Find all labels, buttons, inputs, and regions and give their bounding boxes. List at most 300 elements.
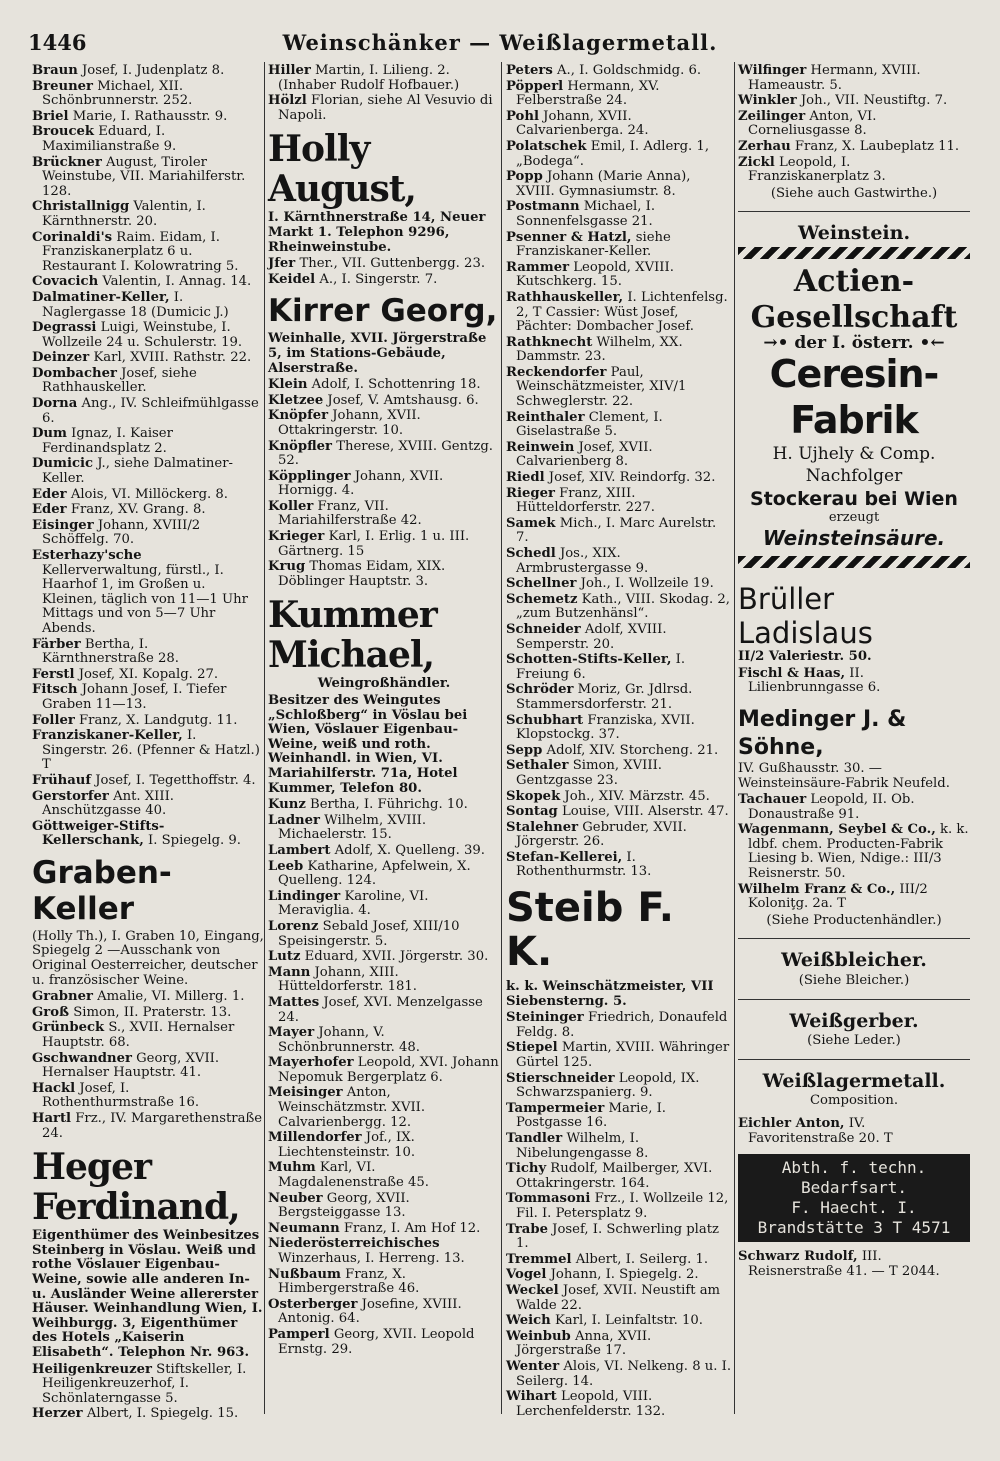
list-item (32, 1082, 264, 1111)
list-item (506, 851, 732, 880)
entry-text: Thomas Eidam, XIX. Döblinger Hauptstr. 3. (278, 559, 446, 589)
entry-name: Stiepel (506, 1040, 558, 1056)
section-divider (738, 999, 970, 1000)
entry-text: Leopold, I. Franziskanerplatz 3. (748, 154, 886, 185)
actien-firm: H. Ujhely & Comp. Nachfolger (772, 443, 936, 486)
list-item (32, 321, 264, 350)
entry-text: Therese, XVIII. Gentzg. 52. (278, 438, 493, 469)
entry-text: Martin, XVIII. Währinger Gürtel 125. (516, 1040, 730, 1071)
list-item (268, 64, 500, 93)
actien-erzeugt: erzeugt (828, 509, 880, 525)
list-item (32, 683, 264, 712)
section-heading-weissgerber: Weißgerber. (789, 1009, 919, 1032)
list-item (268, 273, 500, 288)
entry-name: Reinwein (506, 439, 575, 455)
entry-text: Franz, VII. Mariahilferstraße 42. (278, 498, 422, 529)
entry-name: Stefan-Kellerei, (506, 849, 623, 865)
entry-name: Wenter (506, 1358, 560, 1374)
entry-name: Krieger (268, 529, 325, 545)
entry-name: Groß (32, 1004, 70, 1020)
entry-name: Deinzer (32, 350, 90, 366)
list-item (506, 547, 732, 576)
list-item (506, 336, 732, 365)
list-item (268, 996, 500, 1025)
list-item (32, 1021, 264, 1050)
list-item (506, 140, 732, 169)
entry-name: Mattes (268, 994, 320, 1010)
entry-text: Josef, I. Tegetthoffstr. 4. (91, 772, 256, 788)
list-item (32, 275, 264, 290)
entry-name: Färber (32, 636, 81, 652)
entry-name: Keidel (268, 271, 316, 287)
list-item (506, 623, 732, 652)
entry-text: Albert, I. Spiegelg. 15. (82, 1406, 239, 1422)
entry-text: Frz., IV. Margarethenstraße 24. (42, 1111, 263, 1141)
list-item (32, 549, 264, 637)
entry-text: I. Spiegelg. 9. (143, 833, 241, 849)
list-item (738, 883, 970, 912)
holly-title: Holly August, (268, 128, 416, 211)
entry-name: Schemetz (506, 591, 578, 607)
entry-text: IV. Favoritenstraße 20. T (748, 1116, 893, 1146)
list-item (738, 94, 970, 109)
entry-text: Karl, VI. Magdalenenstraße 45. (278, 1160, 429, 1191)
list-item (268, 966, 500, 995)
medinger-title: Medinger J. & Söhne, (738, 706, 907, 760)
entry-name: Weich (506, 1313, 551, 1329)
list-item (32, 397, 264, 426)
section-divider (738, 938, 970, 939)
entry-text: Wilhelm, XX. Dammstr. 23. (516, 334, 683, 365)
list-item (506, 261, 732, 290)
entry-text: Franz, X. Laubeplatz 11. (790, 138, 960, 154)
entry-name: Leeb (268, 858, 304, 874)
list-item (738, 1117, 970, 1146)
entry-text: Louise, VIII. Alserstr. 47. (557, 804, 729, 820)
holly-text: I. Kärnthnerstraße 14, Neuer Markt 1. Telephon 9296, Rheinweinstube. (268, 210, 486, 255)
entry-text: Johann, XIII. Hütteldorferstr. 181. (278, 964, 417, 995)
list-item (32, 638, 264, 667)
list-item (268, 814, 500, 843)
entry-text: Bertha, I. Führichg. 10. (305, 797, 468, 813)
entry-text: Josef, XI. Kopalg. 27. (74, 666, 219, 682)
entry-text: Johann, XVII. Ottakringerstr. 10. (278, 408, 421, 438)
entry-text: Leopold, XVIII. Kutschkerg. 15. (516, 259, 674, 290)
list-item (268, 394, 500, 409)
entry-text: Ang., IV. Schleifmühlgasse 6. (42, 396, 259, 426)
entry-name: Stalehner (506, 819, 579, 835)
entry-name: Esterhazy'sche (32, 548, 142, 563)
entry-name: Weinbub (506, 1328, 571, 1344)
entry-name: Gerstorfer (32, 788, 109, 804)
list-item (506, 1390, 732, 1419)
list-item (32, 156, 264, 200)
entry-name: Millendorfer (268, 1130, 362, 1146)
entry-text: Moriz, Gr. Jdlrsd. Stammersdorferstr. 21. (516, 682, 693, 712)
list-item (268, 378, 500, 393)
list-item (268, 1298, 500, 1327)
heger-title: Heger Ferdinand, (32, 1146, 240, 1229)
see-also-note: (Siehe Bleicher.) (798, 973, 910, 989)
entry-text: Valentin, I. Annag. 14. (98, 274, 252, 290)
advertisement-box (738, 1154, 970, 1242)
entry-name: Schellner (506, 576, 577, 592)
entry-name: Schneider (506, 621, 581, 637)
entry-text: Marie, I. Postgasse 16. (516, 1100, 666, 1131)
entry-text: Johann, I. Spiegelg. 2. (546, 1267, 699, 1283)
list-item (738, 667, 970, 696)
list-item (506, 1162, 732, 1191)
list-item (268, 1086, 500, 1130)
section-divider (738, 211, 970, 212)
entry-name: Zickl (738, 154, 775, 170)
column-divider (734, 62, 735, 1414)
entry-text: Josef, XVII. Neustift am Walde 22. (516, 1282, 721, 1313)
entry-text: Albert, I. Seilerg. 1. (571, 1251, 709, 1267)
list-item (268, 1161, 500, 1190)
entry-text: Ignaz, I. Kaiser Ferdinandsplatz 2. (42, 426, 173, 456)
actien-der: →• der I. österr. •← (763, 332, 945, 353)
entry-name: Postmann (506, 199, 580, 215)
list-item (506, 110, 732, 139)
kummer-title: Kummer Michael, (268, 594, 437, 677)
entry-name: Wagenmann, Seybel & Co., (738, 822, 936, 838)
entry-name: Pöpperl (506, 78, 564, 94)
entry-name: Degrassi (32, 320, 97, 336)
list-item (506, 1268, 732, 1283)
entry-text: k. k. ldbf. chem. Producten-Fabrik Liesing b. Wien, Ndige.: III/3 Reisnerstr. 50. (748, 822, 969, 882)
entry-text: Georg, XVII. Bergsteiggasse 13. (278, 1190, 410, 1221)
entry-name: Sepp (506, 742, 543, 758)
heger-text: Eigenthümer des Weinbesitzes Steinberg in Vöslau. Weiß und rothe Vöslauer Eigenbau-Weine, sowie alle anderen In- u. Ausländer Weine allererster Häuser. Weinhandlung Wien, I. Weihburgg. 3, Eigenthümer des Hotels „Kaiserin Elisabeth“. Telephon Nr. 963. (32, 1228, 263, 1360)
entry-name: Winkler (738, 93, 797, 109)
entry-name: Mayer (268, 1025, 315, 1041)
entry-text: Johann, XVIII/2 Schöffelg. 70. (42, 517, 201, 548)
entry-name: Krug (268, 559, 306, 575)
entry-name: Reckendorfer (506, 364, 607, 380)
entry-name: Osterberger (268, 1296, 358, 1312)
entry-text: Leopold, II. Ob. Donaustraße 91. (748, 792, 915, 822)
list-item (506, 64, 732, 79)
entry-text: Jos., XIX. Armbrustergasse 9. (516, 546, 649, 576)
list-item (506, 366, 732, 410)
list-item (32, 990, 264, 1005)
list-item (268, 1056, 500, 1085)
entry-name: Mayerhofer (268, 1055, 354, 1071)
list-item (268, 890, 500, 919)
entry-text: siehe Franziskaner-Keller. (516, 229, 671, 260)
entry-name: Dumicic (32, 456, 94, 472)
list-item (506, 593, 732, 622)
entry-text: Katharine, Apfelwein, X. Quelleng. 124. (278, 858, 471, 889)
entry-text: Simon, II. Praterstr. 13. (69, 1004, 232, 1020)
entry-text: Luigi, Weinstube, I. Wollzeile 24 u. Schulerstr. 19. (42, 320, 243, 350)
list-item (506, 653, 732, 682)
entry-text: Rudolf, Mailberger, XVI. Ottakringerstr. 164. (516, 1161, 713, 1191)
entry-text: Johann, XVII. Hornigg. 4. (278, 468, 444, 499)
entry-name: Jfer (268, 256, 296, 272)
entry-name: Fischl & Haas, (738, 665, 846, 681)
list-item (32, 1006, 264, 1021)
entry-name: Popp (506, 169, 543, 185)
list-item (506, 1253, 732, 1268)
entry-name: Tremmel (506, 1251, 572, 1267)
actien-title: Actien-Gesellschaft (750, 263, 958, 335)
list-item (506, 1132, 732, 1161)
entry-name: Hartl (32, 1111, 72, 1126)
entry-text: S., XVII. Hernalser Hauptstr. 68. (42, 1020, 235, 1051)
list-item (268, 94, 500, 123)
entry-text: Florian, siehe Al Vesuvio di Napoli. (278, 93, 493, 123)
list-item (32, 351, 264, 366)
entry-name: Franziskaner-Keller, (32, 728, 183, 744)
entry-name: Breuner (32, 78, 93, 94)
list-item (506, 790, 732, 805)
entry-text: Josef, siehe Rathhauskeller. (42, 365, 197, 396)
entry-name: Skopek (506, 788, 561, 804)
entry-name: Schubhart (506, 712, 584, 728)
entry-text: Franziska, XVII. Klopstockg. 37. (516, 712, 695, 743)
entry-text: I. Lichtenfelsg. 2, T Cassier: Wüst Josef, Pächter: Dombacher Josef. (516, 289, 728, 335)
entry-name: Grünbeck (32, 1020, 105, 1036)
entry-name: Lorenz (268, 918, 319, 934)
entry-text: Emil, I. Adlerg. 1, „Bodega“. (516, 138, 710, 169)
list-item (268, 560, 500, 589)
bruller-address: II/2 Valeriestr. 50. (738, 649, 872, 665)
list-item (32, 367, 264, 396)
list-item (32, 668, 264, 683)
list-item (32, 1363, 264, 1407)
entry-text: Johann (Marie Anna), XVIII. Gymnasiumstr. 8. (516, 169, 691, 199)
entry-name: Fitsch (32, 682, 78, 698)
entry-name: Neuber (268, 1190, 323, 1206)
kummer-text: Besitzer des Weingutes „Schloßberg“ in Vöslau bei Wien, Vöslauer Eigenbau-Weine, weiß und roth. Weinhandl. in Wien, VI. Mariahilferstr. 71a, Hotel Kummer, Telefon 80. (268, 693, 468, 796)
entry-text: Karl, XVIII. Rathstr. 22. (89, 350, 252, 366)
ornamental-wave (738, 556, 970, 568)
list-item (32, 774, 264, 789)
list-item (268, 1268, 500, 1297)
page-number: 1446 (28, 30, 87, 55)
see-also-note: (Siehe Productenhändler.) (766, 912, 942, 928)
entry-text: Johann, XVII. Calvarienberga. 24. (516, 108, 649, 139)
entry-text: Sebald Josef, XIII/10 Speisingerstr. 5. (278, 918, 460, 949)
entry-name: Niederösterreichisches (268, 1236, 440, 1252)
entry-text: Michael, I. Sonnenfelsgasse 21. (516, 199, 656, 229)
entry-text: Leopold, VIII. Lerchenfelderstr. 132. (516, 1389, 666, 1419)
entry-text: A., I. Singerstr. 7. (315, 271, 438, 287)
entry-text: J., siehe Dalmatiner-Keller. (42, 456, 233, 487)
entry-name: Schröder (506, 682, 574, 698)
list-item (268, 409, 500, 438)
page-title: Weinschänker — Weißlagermetall. (282, 30, 718, 55)
list-item (506, 200, 732, 229)
list-item (32, 1052, 264, 1081)
list-item (268, 860, 500, 889)
list-item (268, 470, 500, 499)
entry-name: Kunz (268, 797, 306, 813)
list-item (32, 503, 264, 518)
section-divider (738, 1059, 970, 1060)
list-item (268, 844, 500, 859)
list-item (738, 64, 970, 93)
entry-text: Joh., VII. Neustiftg. 7. (796, 93, 948, 109)
entry-text: Franz, XIII. Hütteldorferstr. 227. (516, 485, 655, 516)
list-item (506, 291, 732, 335)
list-item (506, 1360, 732, 1389)
entry-text: III. Reisnerstraße 41. — T 2044. (748, 1249, 940, 1279)
list-item (32, 790, 264, 819)
entry-text: Kath., VIII. Skodag. 2, „zum Butzenhänsl“. (516, 591, 730, 622)
entry-text: I. Singerstr. 26. (Pfenner & Hatzl.) T (42, 728, 260, 773)
entry-name: Briel (32, 108, 69, 124)
entry-text: Joh., I. Wollzeile 19. (576, 576, 714, 592)
entry-text: Paul, Weinschätzmeister, XIV/1 Schweglerstr. 22. (516, 364, 687, 410)
entry-name: Eder (32, 486, 67, 502)
entry-text: Ther., VII. Guttenbergg. 23. (295, 256, 486, 272)
kummer-subtitle: Weingroßhändler. (317, 676, 451, 692)
list-item (506, 577, 732, 592)
ornamental-wave (738, 247, 970, 259)
entry-text: Adolf, X. Quelleng. 39. (330, 842, 485, 858)
entry-name: Brückner (32, 154, 102, 170)
list-item (268, 1026, 500, 1055)
list-item (32, 427, 264, 456)
list-item (506, 487, 732, 516)
entry-text: Wilhelm, XVIII. Michaelerstr. 15. (278, 812, 427, 843)
section-heading-weissbleicher: Weißbleicher. (781, 949, 927, 972)
entry-text: Winzerhaus, I. Herreng. 13. (278, 1251, 465, 1266)
list-item (738, 1250, 970, 1279)
list-item (32, 488, 264, 503)
entry-name: Neumann (268, 1220, 340, 1236)
list-item (738, 140, 970, 155)
entry-name: Kletzee (268, 392, 324, 408)
list-item (506, 805, 732, 820)
entry-name: Lambert (268, 842, 331, 858)
list-item (738, 823, 970, 881)
entry-name: Stierschneider (506, 1070, 615, 1086)
list-item (268, 1131, 500, 1160)
entry-name: Covacich (32, 274, 99, 290)
list-item (32, 820, 264, 849)
entry-name: Tandler (506, 1131, 563, 1146)
entry-name: Tachauer (738, 792, 807, 808)
entry-text: Josef, XIV. Reindorfg. 32. (544, 470, 716, 486)
list-item (32, 231, 264, 275)
entry-name: Weckel (506, 1282, 559, 1298)
entry-name: Rieger (506, 485, 555, 501)
list-item (506, 1011, 732, 1040)
entry-name: Wilfinger (738, 63, 807, 78)
entry-name: Gschwandner (32, 1050, 132, 1066)
list-item (506, 411, 732, 440)
entry-name: Sethaler (506, 758, 569, 774)
entry-text: Karl, I. Leinfaltstr. 10. (550, 1313, 703, 1329)
entry-text: Stiftskeller, I. Heiligenkreuzerhof, I. Schönlaterngasse 5. (42, 1361, 247, 1406)
list-item (738, 156, 970, 185)
entry-text: Karl, I. Erlig. 1 u. III. Gärtnerg. 15 (278, 529, 470, 559)
list-item (506, 517, 732, 546)
entry-text: I. Rothenthurmstr. 13. (516, 849, 652, 880)
entry-name: Christallnigg (32, 199, 130, 215)
entry-text: Ant. XIII. Anschützgasse 40. (42, 788, 174, 819)
entry-text: Jof., IX. Liechtensteinstr. 10. (278, 1130, 416, 1160)
entry-name: Eichler Anton, (738, 1116, 845, 1131)
entry-text: Josef, I. Judenplatz 8. (77, 63, 225, 78)
entry-name: Rammer (506, 259, 570, 275)
list-item (506, 744, 732, 759)
entry-name: Pohl (506, 108, 539, 124)
entry-text: Josefine, XVIII. Antonig. 64. (278, 1296, 462, 1327)
entry-text: Raim. Eidam, I. Franziskanerplatz 6 u. Restaurant I. Kolowratring 5. (42, 229, 239, 274)
entry-name: Zerhau (738, 138, 791, 154)
list-item (32, 457, 264, 486)
list-item (506, 1192, 732, 1221)
column-4 (738, 64, 970, 1280)
list-item (506, 821, 732, 850)
entry-name: Peters (506, 63, 553, 78)
entry-text: Simon, XVIII. Gentzgasse 23. (516, 758, 662, 788)
entry-text: Friedrich, Donaufeld Feldg. 8. (516, 1010, 728, 1040)
list-item (506, 683, 732, 712)
entry-text: Franz, X. Landgutg. 11. (74, 712, 238, 728)
entry-name: Dum (32, 426, 67, 442)
entry-text: Georg, XVII. Leopold Ernstg. 29. (278, 1326, 475, 1357)
entry-text: Johann, V. Schönbrunnerstr. 48. (278, 1025, 420, 1055)
entry-name: Frühauf (32, 772, 92, 788)
entry-text: Joh., XIV. Märzstr. 45. (560, 788, 710, 804)
list-item (506, 1314, 732, 1329)
medinger-text: IV. Gußhausstr. 30. —Weinsteinsäure-Fabrik Neufeld. (738, 760, 950, 791)
section-heading-weisslagermetall: Weißlagermetall. (762, 1069, 946, 1092)
entry-text: Leopold, XVI. Johann Nepomuk Bergerplatz 6. (278, 1055, 499, 1085)
entry-text: Franz, XV. Grang. 8. (66, 502, 206, 518)
entry-name: Pamperl (268, 1326, 330, 1342)
entry-name: Steininger (506, 1010, 584, 1026)
entry-name: Knöpfer (268, 408, 329, 424)
entry-name: Eisinger (32, 517, 94, 533)
entry-text: Gebruder, XVII. Jörgerstr. 26. (516, 819, 687, 850)
entry-text: Valentin, I. Kärnthnerstr. 20. (42, 199, 206, 229)
actien-place: Stockerau bei Wien (750, 487, 958, 510)
list-item (506, 441, 732, 470)
kirrer-title: Kirrer Georg, (268, 293, 498, 330)
column-3 (506, 64, 732, 1420)
list-item (506, 80, 732, 109)
entry-name: Tampermeier (506, 1100, 605, 1116)
entry-name: Grabner (32, 989, 93, 1005)
entry-name: Ladner (268, 812, 320, 828)
entry-name: Wihart (506, 1389, 557, 1405)
column-divider (264, 62, 265, 1414)
bruller-title: Brüller Ladislaus (738, 582, 873, 651)
entry-text: Alois, VI. Millöckerg. 8. (66, 486, 228, 502)
entry-name: Ferstl (32, 666, 75, 682)
column-divider (501, 62, 502, 1414)
list-item (32, 291, 264, 320)
entry-text: I. Freiung 6. (516, 652, 686, 682)
list-item (506, 1041, 732, 1070)
list-item (268, 920, 500, 949)
entry-name: Herzer (32, 1406, 83, 1422)
entry-name: Göttweiger-Stifts-Kellerschank, (32, 818, 165, 849)
entry-name: Koller (268, 498, 314, 514)
entry-text: Kellerverwaltung, fürstl., I. Haarhof 1, im Großen u. Kleinen, täglich von 11—1 Uhr Mittags und von 5—7 Uhr Abends. (42, 562, 248, 636)
entry-name: Knöpfler (268, 438, 332, 454)
list-item (32, 1407, 264, 1422)
entry-name: Samek (506, 515, 556, 531)
see-also-note: (Siehe Leder.) (807, 1033, 901, 1049)
